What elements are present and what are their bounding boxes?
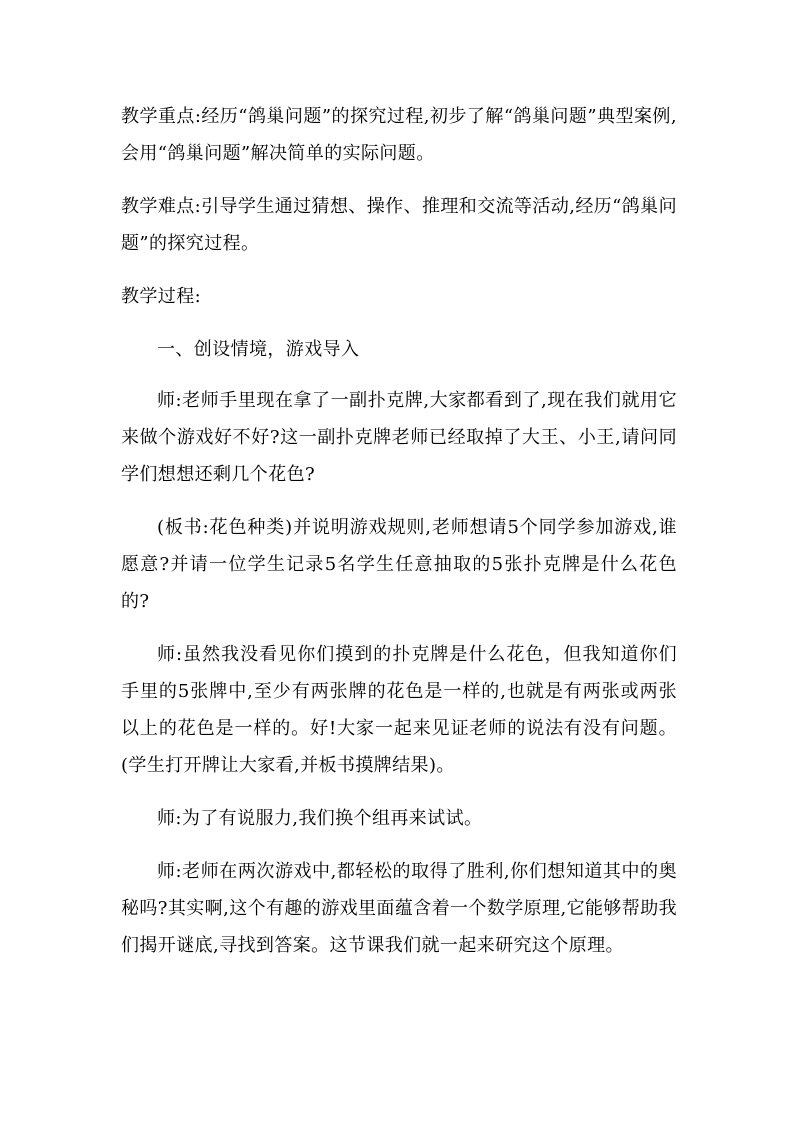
teaching-process-heading: 教学过程: <box>121 286 202 307</box>
teacher-prediction-paragraph: 师:虽然我没看见你们摸到的扑克牌是什么花色，但我知道你们手里的5张牌中,至少有两张牌的花色是一样的,也就是有两张或两张以上的花色是一样的。好!大家一起来见证老师的说法有没有问题。(学生打开牌让大家看,并板书摸牌结果)。 <box>121 644 677 776</box>
teaching-focus-paragraph: 教学重点:经历“鸽巢问题”的探究过程,初步了解“鸽巢问题”典型案例,会用“鸽巢问题”解决简单的实际问题。 <box>121 106 677 164</box>
section-heading-situation-game: 一、创设情境，游戏导入 <box>157 339 360 360</box>
teacher-intro-paragraph: 师:老师手里现在拿了一副扑克牌,大家都看到了,现在我们就用它来做个游戏好不好?这一副扑克牌老师已经取掉了大王、小王,请问同学们想想还剩几个花色? <box>121 390 677 485</box>
game-rules-paragraph: (板书:花色种类)并说明游戏规则,老师想请5个同学参加游戏,谁愿意?并请一位学生记录5名学生任意抽取的5张扑克牌是什么花色的? <box>121 517 677 612</box>
document-body <box>121 98 677 980</box>
teaching-difficulty-paragraph: 教学难点:引导学生通过猜想、操作、推理和交流等活动,经历“鸽巢问题”的探究过程。 <box>121 196 677 254</box>
teacher-principle-paragraph: 师:老师在两次游戏中,都轻松的取得了胜利,你们想知道其中的奥秘吗?其实啊,这个有趣的游戏里面蕴含着一个数学原理,它能够帮助我们揭开谜底,寻找到答案。这节课我们就一起来研究这个原理。 <box>121 861 677 956</box>
teacher-retry-paragraph: 师:为了有说服力,我们换个组再来试试。 <box>157 808 483 829</box>
